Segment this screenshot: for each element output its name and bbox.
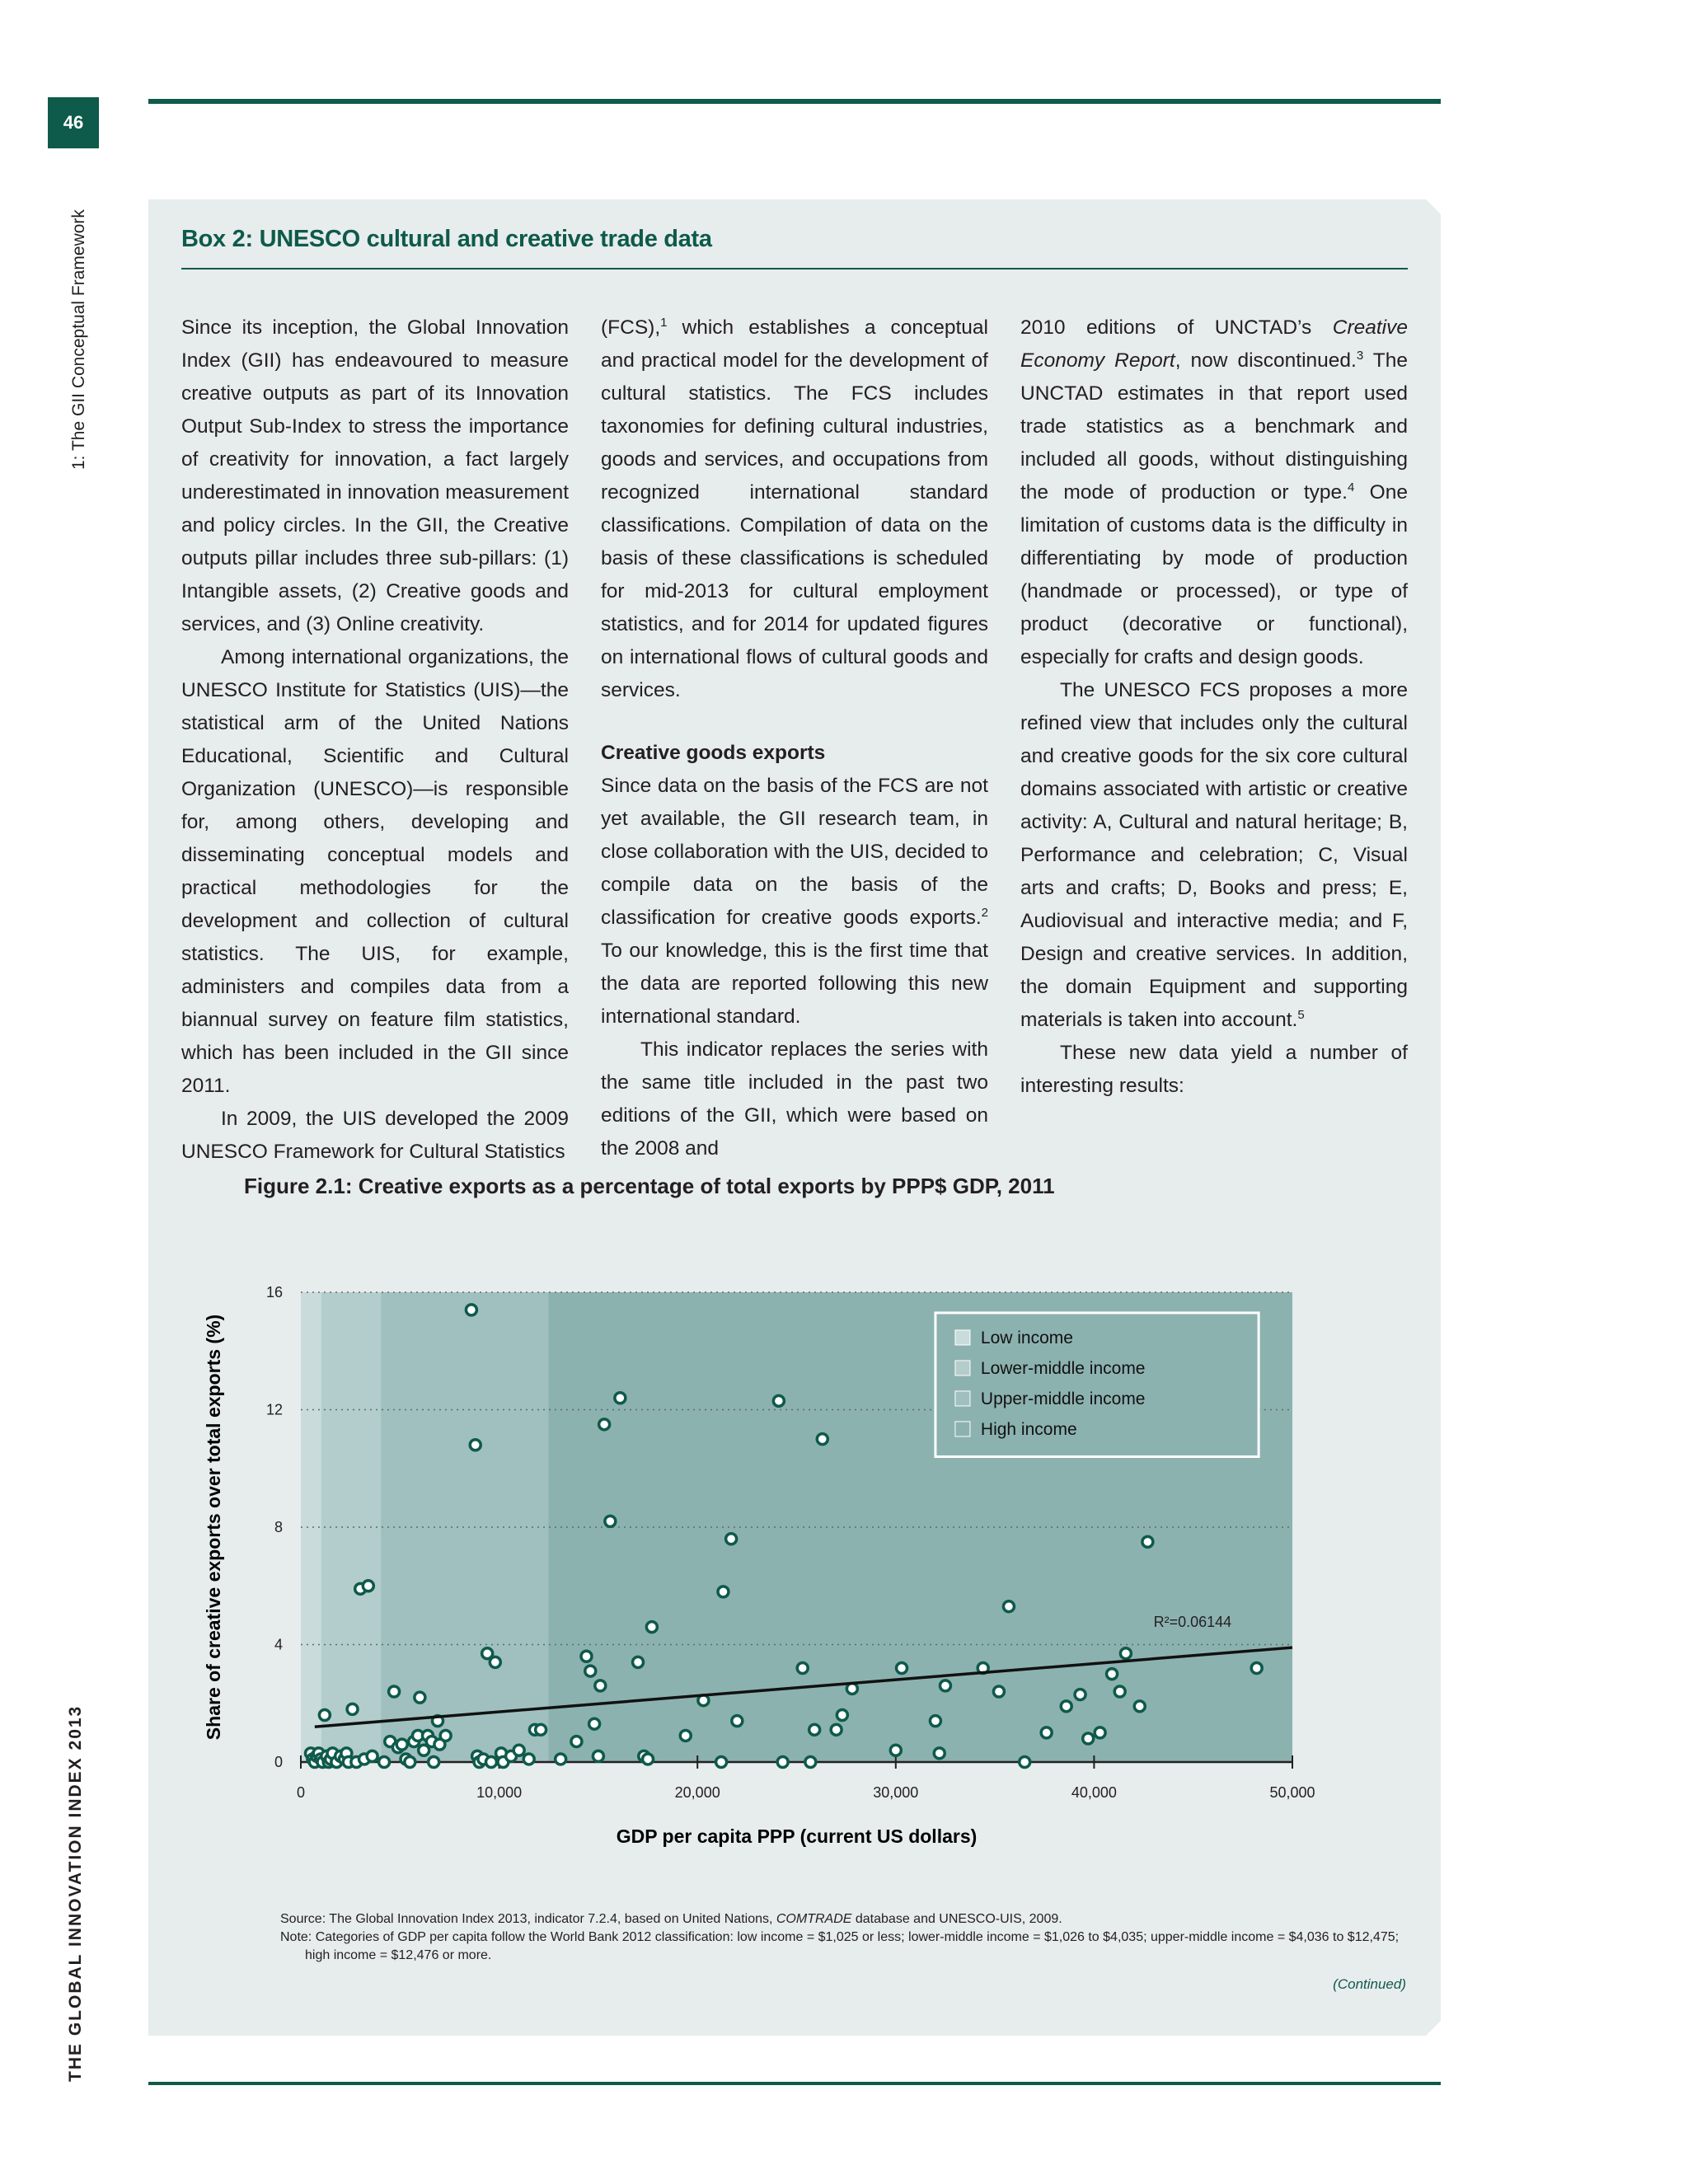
data-point (536, 1724, 546, 1735)
section-heading: Creative goods exports (601, 742, 826, 764)
source-line (280, 1910, 1418, 1929)
y-tick-label: 16 (265, 1284, 283, 1301)
data-point (993, 1686, 1004, 1697)
text-span: (FCS), (601, 316, 661, 339)
data-point (589, 1718, 600, 1729)
page-number: 46 (48, 97, 99, 148)
data-point (732, 1716, 743, 1727)
data-point (1020, 1757, 1030, 1768)
paragraph: These new data yield a number of interesting results: (1020, 1042, 1408, 1097)
data-point (934, 1748, 945, 1759)
legend-swatch (955, 1361, 970, 1376)
text-column-1 (181, 312, 569, 1169)
data-point (1075, 1690, 1085, 1700)
note-line: Note: Categories of GDP per capita follow the World Bank 2012 classification: low income = $1,025 or less; lower-middle income = $1,026 to $4,035; upper-middle income = $4,036 to $12,475; (280, 1930, 1400, 1944)
data-point (595, 1680, 606, 1691)
legend-swatch (955, 1330, 970, 1345)
figure-source-note (280, 1910, 1418, 1965)
legend-swatch (955, 1391, 970, 1406)
data-point (1095, 1727, 1105, 1738)
legend-label: Lower-middle income (980, 1358, 1146, 1378)
data-point (797, 1663, 808, 1674)
data-point (396, 1739, 407, 1750)
data-point (809, 1724, 820, 1735)
data-point (646, 1622, 657, 1633)
data-point (1083, 1733, 1094, 1744)
data-point (1120, 1648, 1131, 1659)
text-span: , now discontinued. (1175, 349, 1357, 372)
data-point (429, 1757, 439, 1768)
data-point (1142, 1536, 1153, 1547)
data-point (571, 1736, 582, 1747)
data-point (585, 1666, 596, 1676)
paragraph (1020, 312, 1408, 674)
legend-label: Upper-middle income (980, 1389, 1146, 1408)
x-axis-label: GDP per capita PPP (current US dollars) (616, 1825, 978, 1847)
data-point (599, 1419, 610, 1430)
data-point (837, 1710, 847, 1721)
continued-label: (Continued) (1333, 1976, 1406, 1992)
y-tick-label: 8 (274, 1519, 283, 1535)
data-point (1003, 1601, 1014, 1612)
data-point (643, 1754, 654, 1765)
data-point (680, 1730, 691, 1741)
data-point (347, 1704, 358, 1714)
paragraph (601, 312, 988, 707)
data-point (405, 1757, 415, 1768)
footnote-marker: 1 (660, 315, 668, 330)
text-emphasis: COMTRADE (776, 1912, 852, 1926)
paragraph: This indicator replaces the series with the same title included in the past two editions of the GII, which were based on the 2008 and (601, 1038, 988, 1160)
text-span: which establishes a conceptual and practical model for the development of cultural statistics. The FCS includes taxonomies for defining cultural industries, goods and services, and occupations from recognized international standard classifications. Compilation of data on the basis of these classifications is scheduled for mid-2013 for cultural employment statistics, and for 2014 for updated figures on international flows of cultural goods and services. (601, 316, 988, 701)
legend-label: Low income (980, 1328, 1073, 1347)
data-point (490, 1657, 500, 1667)
footnote-marker: 4 (1347, 480, 1355, 494)
data-point (726, 1534, 737, 1544)
legend-swatch (955, 1422, 970, 1436)
data-point (470, 1440, 481, 1451)
note-line: high income = $12,476 or more. (305, 1948, 492, 1962)
data-point (1134, 1701, 1145, 1712)
data-point (389, 1686, 400, 1697)
text-span: 2010 editions of UNCTAD’s (1020, 316, 1333, 339)
data-point (367, 1750, 377, 1761)
top-rule (148, 99, 1441, 104)
text-span: Since data on the basis of the FCS are not yet available, the GII research team, in close collaboration with the UIS, decided to compile data on the basis of the classification for creative goods exports. (601, 775, 988, 929)
data-point (1041, 1727, 1052, 1738)
legend (935, 1313, 1259, 1457)
data-point (930, 1716, 940, 1727)
data-point (940, 1680, 950, 1691)
x-tick-label: 40,000 (1071, 1784, 1117, 1801)
y-tick-label: 4 (274, 1636, 283, 1653)
data-point (817, 1434, 828, 1445)
section-running-head: 1: The GII Conceptual Framework (69, 209, 88, 470)
box-title-rule (181, 268, 1408, 269)
publication-running-head: THE GLOBAL INNOVATION INDEX 2013 (66, 1704, 85, 2082)
r-squared-label: R²=0.06144 (1153, 1614, 1232, 1631)
data-point (523, 1754, 534, 1765)
x-tick-label: 10,000 (476, 1784, 523, 1801)
data-point (718, 1586, 729, 1597)
text-span: To our knowledge, this is the first time that the data are reported following this new international standard. (601, 940, 988, 1028)
data-point (513, 1745, 524, 1755)
data-point (1251, 1663, 1262, 1674)
data-point (319, 1710, 330, 1721)
data-point (466, 1305, 476, 1315)
data-point (805, 1757, 816, 1768)
text-span: The UNCTAD estimates in that report used trade statistics as a benchmark and included all goods, without distinguishing the mode of production or type. (1020, 349, 1408, 504)
text-column-2 (601, 312, 988, 1165)
data-point (831, 1724, 842, 1735)
income-band (301, 1292, 321, 1762)
footnote-marker: 5 (1297, 1007, 1305, 1022)
figure-title: Figure 2.1: Creative exports as a percentage of total exports by PPP$ GDP, 2011 (244, 1174, 1055, 1198)
y-axis-label: Share of creative exports over total exports (%) (203, 1314, 224, 1741)
data-point (777, 1757, 788, 1768)
paragraph (601, 770, 988, 1033)
data-point (1114, 1686, 1125, 1697)
data-point (440, 1730, 451, 1741)
text-span: Source: The Global Innovation Index 2013, indicator 7.2.4, based on United Nations, (280, 1912, 776, 1926)
footnote-marker: 2 (981, 905, 988, 920)
data-point (716, 1757, 727, 1768)
x-tick-label: 30,000 (873, 1784, 919, 1801)
data-point (415, 1692, 425, 1703)
text-span: database and UNESCO-UIS, 2009. (851, 1912, 1062, 1926)
x-tick-label: 20,000 (674, 1784, 720, 1801)
data-point (1061, 1701, 1071, 1712)
data-point (363, 1581, 373, 1591)
text-column-3 (1020, 312, 1408, 1103)
data-point (556, 1754, 566, 1765)
data-point (605, 1516, 616, 1526)
data-point (485, 1757, 496, 1768)
data-point (379, 1757, 390, 1768)
scatter-chart (181, 1269, 1540, 1863)
data-point (773, 1395, 784, 1406)
paragraph: Among international organizations, the UNESCO Institute for Statistics (UIS)—the statistical arm of the United Nations Educational, Scientific and Cultural Organization (UNESCO)—is responsible for, among others, developing and disseminating conceptual models and practical methodologies for the development and collection of cultural statistics. The UIS, for example, administers and compiles data from a biannual survey on feature film statistics, which has been included in the GII since 2011. (181, 646, 569, 1097)
paragraph (1020, 674, 1408, 1037)
y-tick-label: 12 (265, 1401, 283, 1418)
y-tick-label: 0 (274, 1754, 283, 1770)
data-point (615, 1393, 626, 1404)
data-point (897, 1663, 907, 1674)
data-point (593, 1750, 603, 1761)
bottom-rule (148, 2082, 1441, 2085)
footnote-marker: 3 (1356, 348, 1364, 363)
data-point (1107, 1669, 1118, 1680)
text-span: One limitation of customs data is the difficulty in differentiating by mode of production (handmade or processed), or type of product (decorative or functional), especially for crafts and design goods. (1020, 481, 1408, 668)
box-title: Box 2: UNESCO cultural and creative trade data (181, 226, 712, 252)
data-point (633, 1657, 644, 1667)
text-span: The UNESCO FCS proposes a more refined view that includes only the cultural and creative goods for the six core cultural domains associated with artistic or creative activity: A, Cultural and natural heritage; B, Performance and celebration; C, Visual arts and crafts; D, Books and press; E, Audiovisual and interactive media; and F, Design and creative services. In addition, the domain Equipment and supporting materials is taken into account. (1020, 679, 1408, 1031)
legend-label: High income (980, 1419, 1077, 1439)
data-point (890, 1745, 901, 1755)
x-tick-label: 50,000 (1269, 1784, 1315, 1801)
x-tick-label: 0 (296, 1784, 306, 1801)
text-emphasis: Creative Economy Report (1020, 316, 1408, 372)
paragraph: Since its inception, the Global Innovation Index (GII) has endeavoured to measure creative outputs as part of its Innovation Output Sub-Index to stress the importance of creativity for innovation, a fact largely underestimated in innovation measurement and policy circles. In the GII, the Creative outputs pillar includes three sub-pillars: (1) Intangible assets, (2) Creative goods and services, and (3) Online creativity. (181, 316, 569, 635)
data-point (581, 1651, 592, 1661)
paragraph: In 2009, the UIS developed the 2009 UNESCO Framework for Cultural Statistics (181, 1108, 569, 1163)
